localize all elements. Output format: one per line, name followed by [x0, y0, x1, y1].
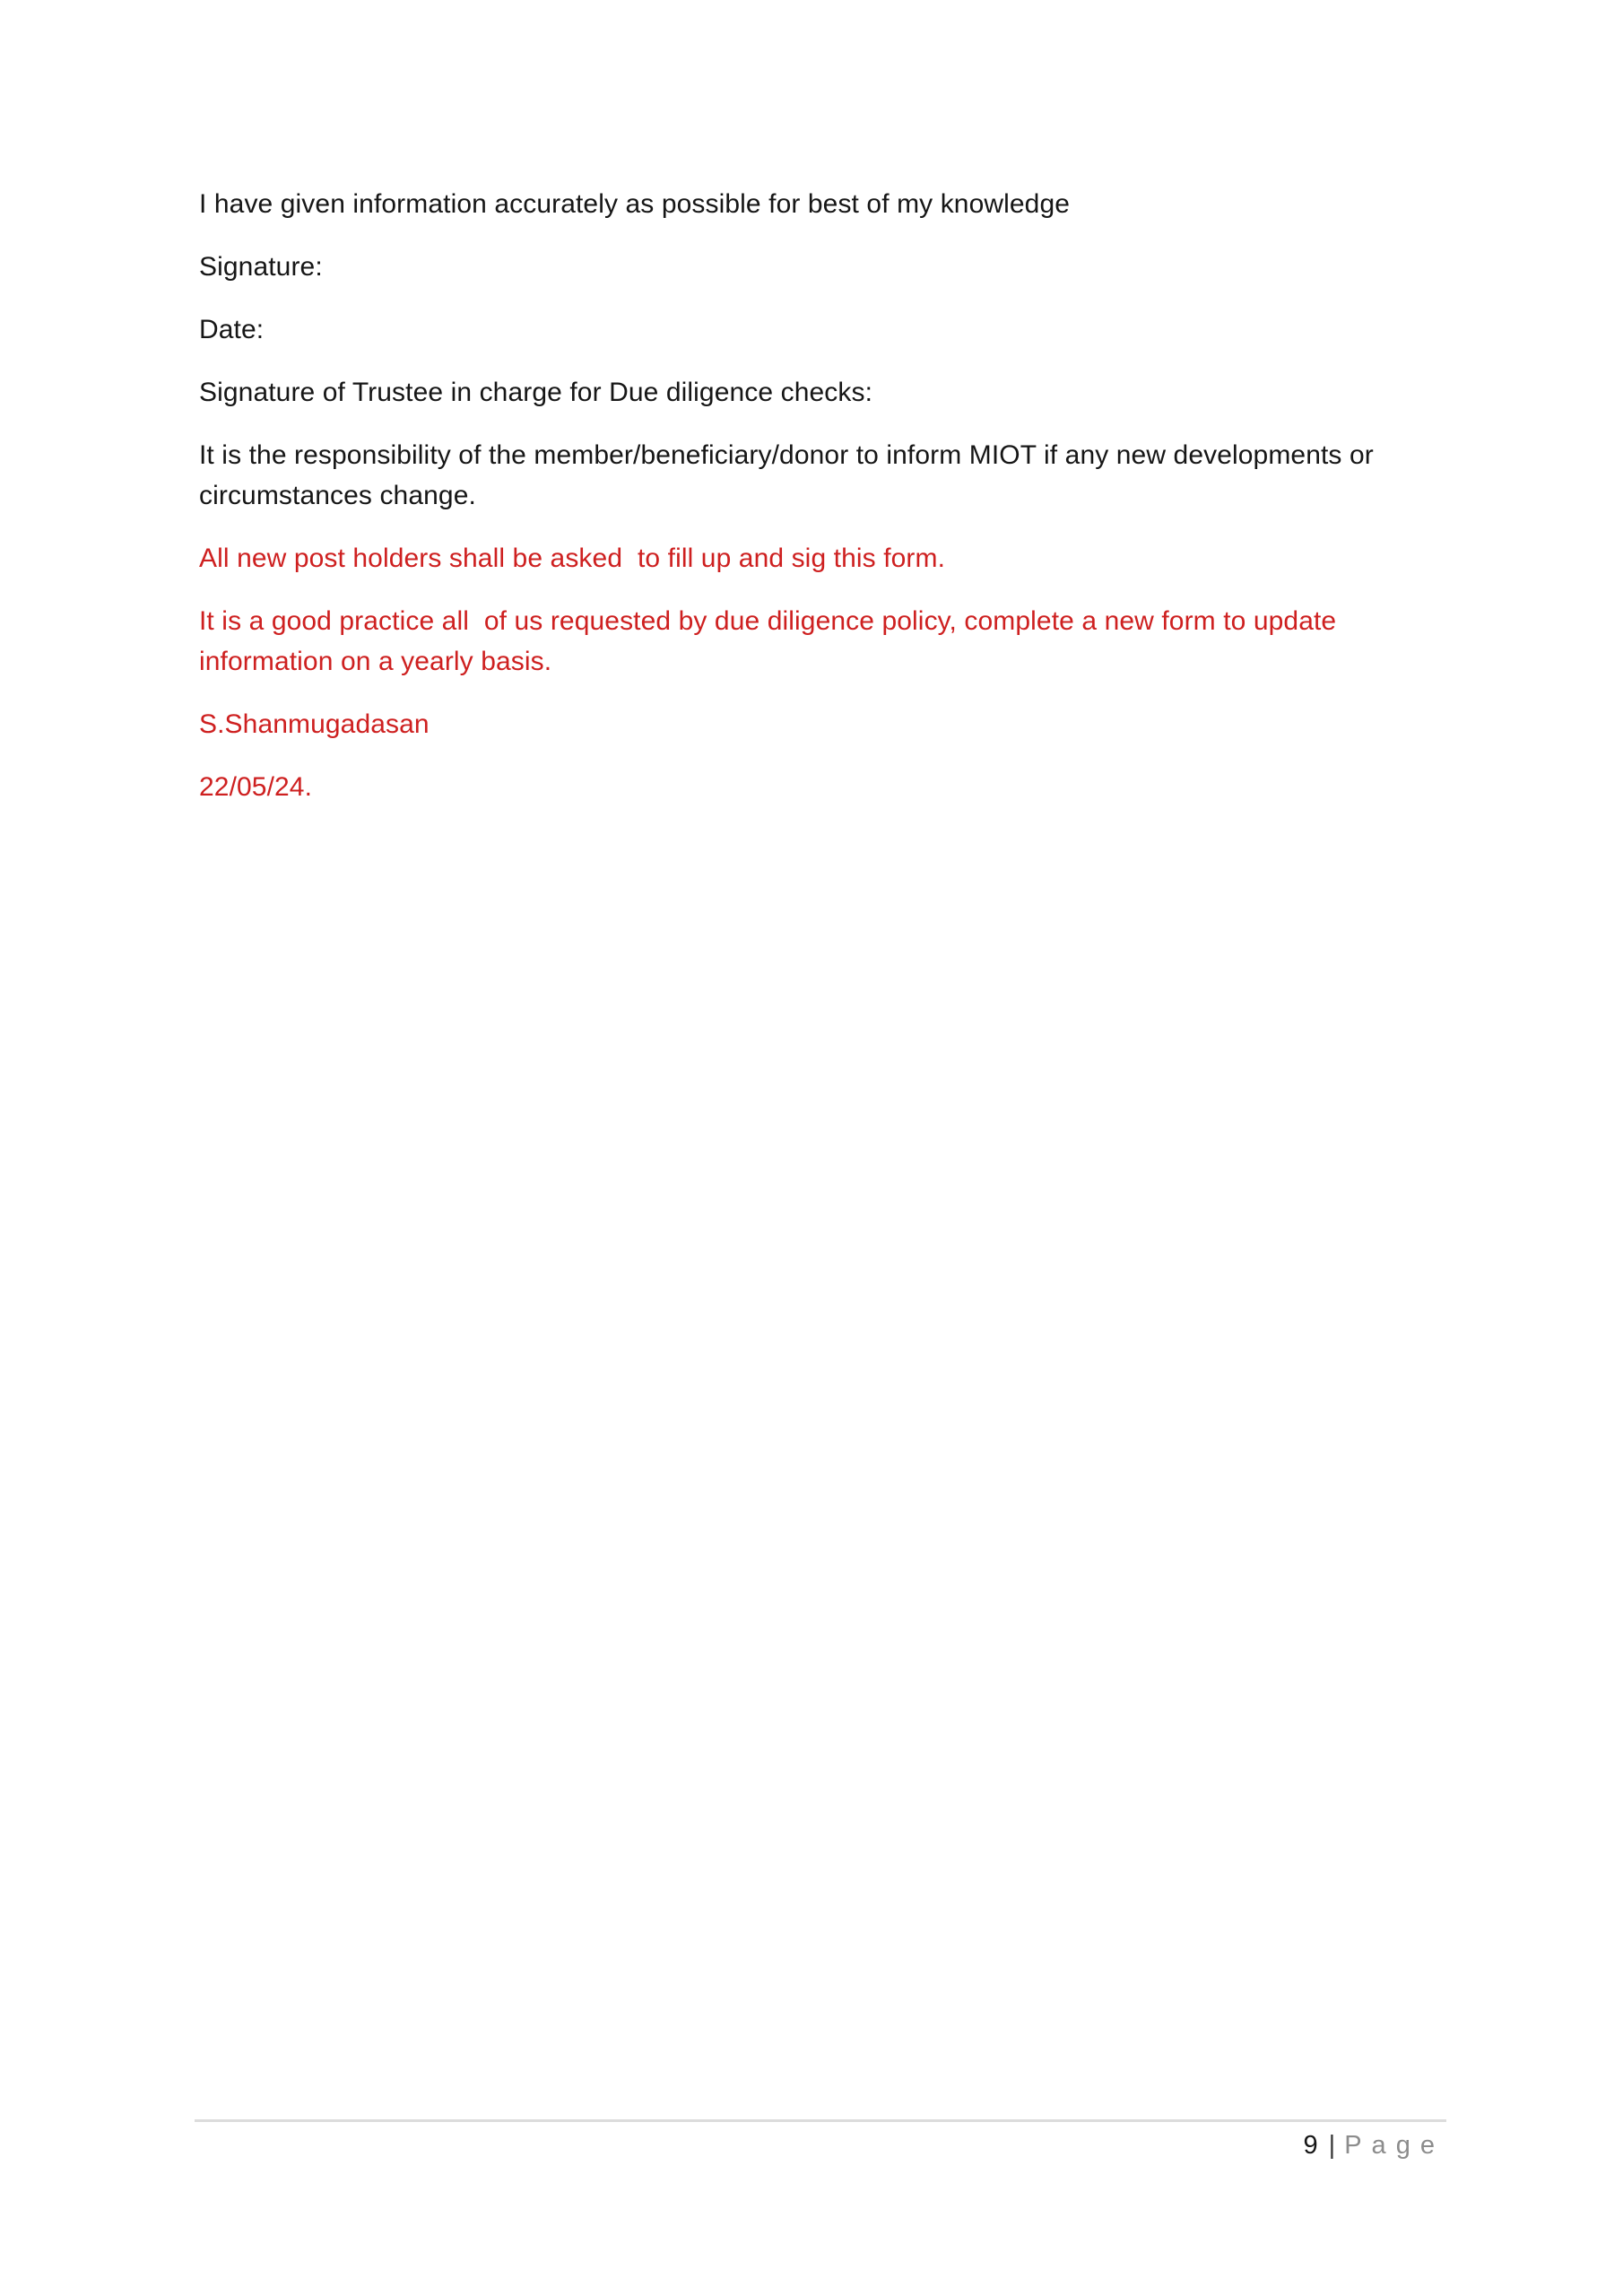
page-footer: [195, 2119, 1446, 2161]
paragraph-new-post-holders-note: All new post holders shall be asked to fill up and sig this form.: [199, 544, 946, 573]
paragraph-trustee-signature-label: Signature of Trustee in charge for Due diligence checks:: [199, 378, 873, 407]
paragraph-responsibility-note: It is the responsibility of the member/beneficiary/donor to inform MIOT if any new developments or circumstances change.: [199, 440, 1382, 510]
footer-separator: |: [1328, 2131, 1336, 2160]
paragraph-author-name: S.Shanmugadasan: [199, 709, 430, 739]
paragraph-signed-date: 22/05/24.: [199, 772, 313, 802]
footer-page-label: Page: [1344, 2131, 1445, 2160]
paragraph-yearly-update-note: It is a good practice all of us requested by due diligence policy, complete a new form to update information on a yearly basis.: [199, 606, 1344, 676]
paragraph-date-label: Date:: [199, 315, 265, 344]
footer-page-number: 9: [1303, 2131, 1318, 2160]
footer-rule: [195, 2119, 1446, 2122]
footer-text: [195, 2131, 1446, 2161]
document-body: [199, 184, 1429, 830]
paragraph-declaration: I have given information accurately as possible for best of my knowledge: [199, 189, 1071, 219]
paragraph-signature-label: Signature:: [199, 252, 323, 282]
